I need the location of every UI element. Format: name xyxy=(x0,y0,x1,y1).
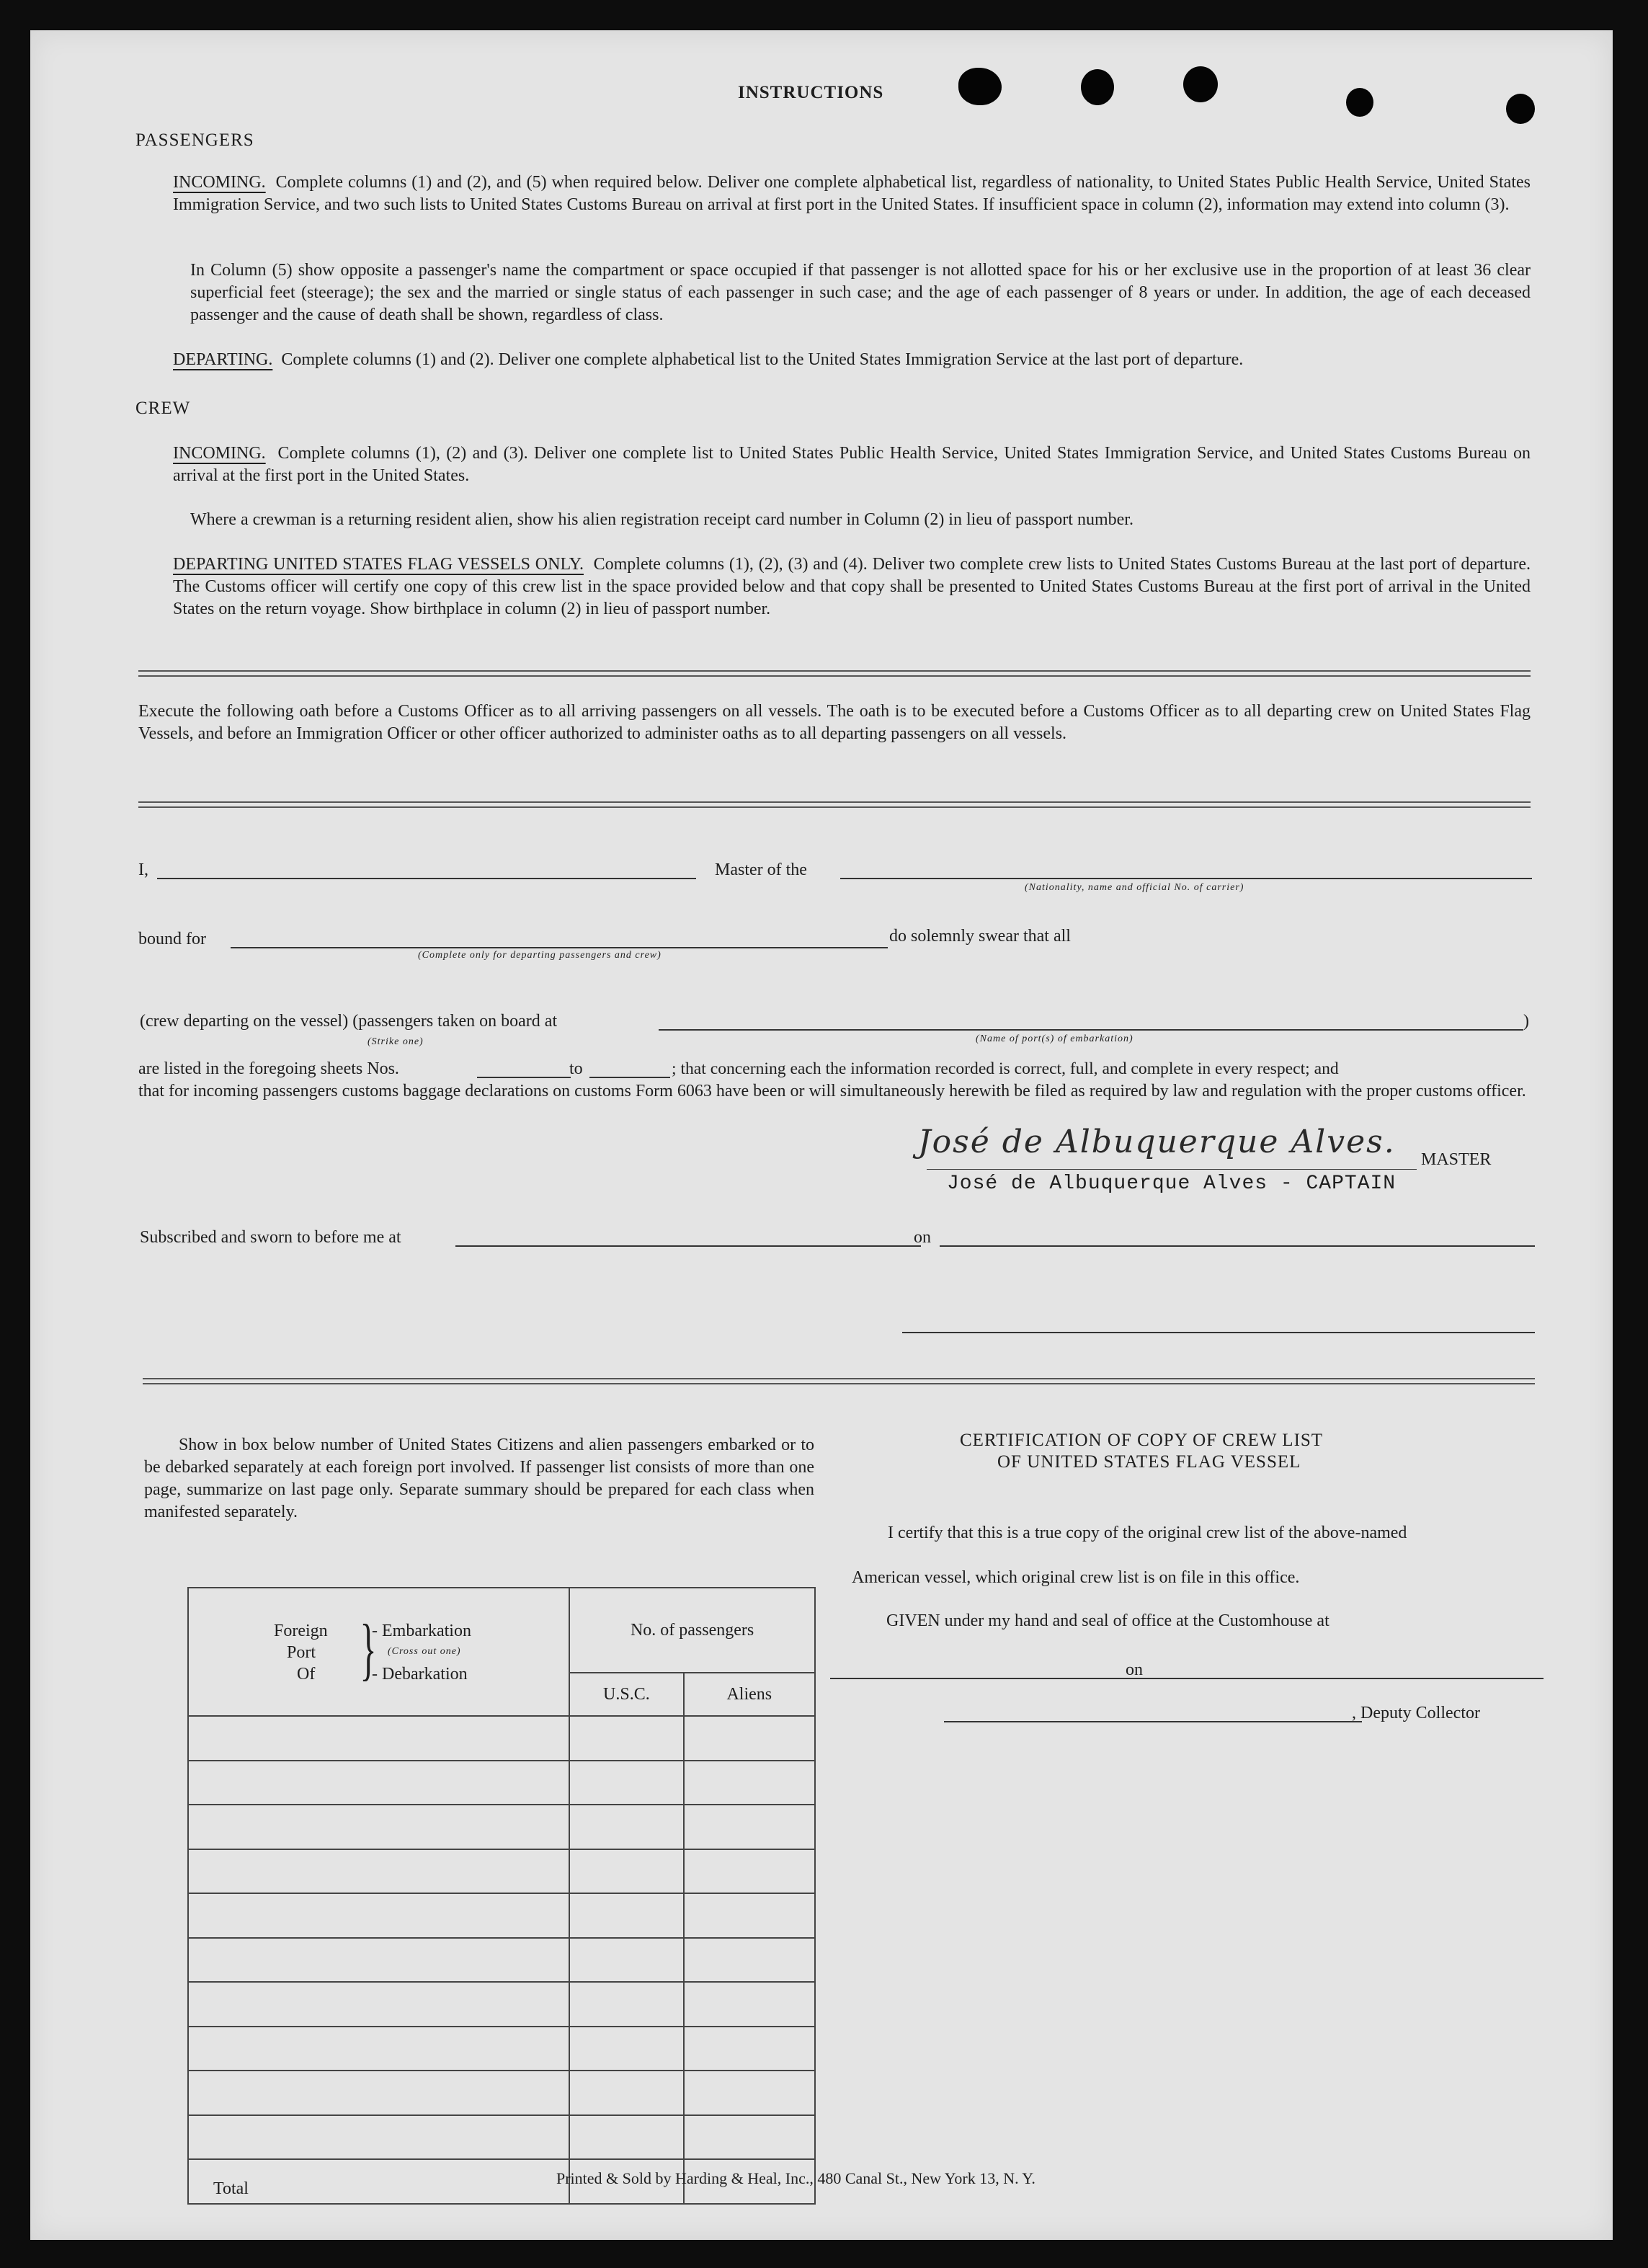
baggage-declaration xyxy=(138,1080,1531,1103)
certification-line-1: I certify that this is a true copy of the original crew list of the above-named xyxy=(888,1524,1407,1542)
embarkation-ports-field[interactable] xyxy=(659,1029,1523,1031)
crew-crewman xyxy=(190,509,1531,531)
crew-departing-text: Complete columns (1), (2), (3) and (4). Deliver two complete crew lists to United States Customs Bureau at the last port of departure. The Customs officer will certify one copy of this crew list in the space provided below and that copy shall be presented to United States Customs Bureau at the first port of arrival in the United States on the return voyage. Show birthplace in column (2) in lieu of passport number. xyxy=(173,555,1531,618)
crew-incoming-label: INCOMING. xyxy=(173,444,266,463)
listed-label: are listed in the foregoing sheets Nos. xyxy=(138,1059,399,1078)
usc-cell[interactable] xyxy=(569,2027,683,2071)
master-of-label: Master of the xyxy=(715,860,807,879)
sheets-to-field[interactable] xyxy=(589,1077,670,1078)
usc-cell[interactable] xyxy=(569,1761,683,1805)
punch-hole-5 xyxy=(1506,94,1535,124)
crew-passengers-label: (crew departing on the vessel) (passengers taken on board at xyxy=(140,1012,558,1031)
of-label: Of xyxy=(297,1665,316,1684)
passenger-summary-table xyxy=(187,1587,816,2205)
embarkation-option[interactable]: - Embarkation xyxy=(372,1622,471,1640)
oath-intro-text: Execute the following oath before a Customs Officer as to all arriving passengers on all vessels. The oath is to be executed before a Customs Officer as to all departing crew on United States Flag Vessels, and before an Immigration Officer or other officer authorized to administer oaths as to all departing passengers on all vessels. xyxy=(138,702,1531,743)
usc-cell[interactable] xyxy=(569,2071,683,2115)
aliens-cell[interactable] xyxy=(684,1716,815,1761)
section-divider-3 xyxy=(143,1378,1535,1384)
bound-for-label: bound for xyxy=(138,930,206,948)
signature-line xyxy=(927,1169,1417,1170)
port-cell[interactable] xyxy=(188,1805,569,1849)
officer-signature-field[interactable] xyxy=(902,1332,1535,1333)
to-label: to xyxy=(569,1059,583,1078)
sworn-place-field[interactable] xyxy=(455,1245,921,1247)
port-cell[interactable] xyxy=(188,2071,569,2115)
carrier-hint: (Nationality, name and official No. of carrier) xyxy=(1025,882,1244,893)
master-signature: José de Albuquerque Alves. xyxy=(918,1124,1396,1160)
summary-instructions xyxy=(144,1434,814,1524)
passengers-departing-text: Complete columns (1) and (2). Deliver one complete alphabetical list to the United States Immigration Service at the last port of departure. xyxy=(281,350,1244,369)
port-cell[interactable] xyxy=(188,2027,569,2071)
aliens-cell[interactable] xyxy=(684,1849,815,1894)
port-cell[interactable] xyxy=(188,1982,569,2027)
aliens-cell[interactable] xyxy=(684,1805,815,1849)
summary-row xyxy=(188,1849,815,1894)
foreign-label: Foreign xyxy=(274,1622,328,1640)
port-cell[interactable] xyxy=(188,1938,569,1983)
section-divider-1 xyxy=(138,670,1531,677)
page-title: INSTRUCTIONS xyxy=(738,83,884,102)
passengers-heading: PASSENGERS xyxy=(135,130,254,150)
customhouse-field[interactable] xyxy=(830,1678,1152,1679)
sworn-on-label: on xyxy=(914,1228,931,1247)
summary-row xyxy=(188,2071,815,2115)
port-cell[interactable] xyxy=(188,1893,569,1938)
usc-cell[interactable] xyxy=(569,1982,683,2027)
aliens-cell[interactable] xyxy=(684,2071,815,2115)
carrier-field[interactable] xyxy=(840,878,1532,879)
deputy-collector-label: , Deputy Collector xyxy=(1352,1704,1480,1722)
aliens-cell[interactable] xyxy=(684,2027,815,2071)
usc-cell[interactable] xyxy=(569,1893,683,1938)
summary-row xyxy=(188,1938,815,1983)
cross-out-hint: (Cross out one) xyxy=(388,1646,461,1657)
bound-for-field[interactable] xyxy=(231,947,888,948)
certification-title-2: OF UNITED STATES FLAG VESSEL xyxy=(997,1452,1301,1472)
bound-hint: (Complete only for departing passengers and crew) xyxy=(418,950,662,961)
usc-cell[interactable] xyxy=(569,1938,683,1983)
port-cell[interactable] xyxy=(188,1761,569,1805)
punch-hole-2 xyxy=(1081,69,1114,105)
typed-name: José de Albuquerque Alves - CAPTAIN xyxy=(947,1173,1397,1195)
crew-crewman-text: Where a crewman is a returning resident alien, show his alien registration receipt card number in Column (2) in lieu of passport number. xyxy=(190,510,1133,529)
passengers-column5 xyxy=(190,259,1531,326)
summary-row xyxy=(188,1893,815,1938)
form-sheet xyxy=(30,30,1613,2240)
aliens-cell[interactable] xyxy=(684,2115,815,2160)
ports-hint: (Name of port(s) of embarkation) xyxy=(976,1033,1133,1044)
aliens-cell[interactable] xyxy=(684,1761,815,1805)
usc-cell[interactable] xyxy=(569,1805,683,1849)
baggage-text: that for incoming passengers customs baggage declarations on customs Form 6063 have been or will simultaneously herewith be filed as required by law and regulation with the proper customs officer. xyxy=(138,1082,1526,1100)
summary-row xyxy=(188,1716,815,1761)
certification-line-3: GIVEN under my hand and seal of office at the Customhouse at xyxy=(886,1611,1329,1630)
oath-intro xyxy=(138,701,1531,745)
punch-hole-4 xyxy=(1346,88,1373,117)
total-label: Total xyxy=(213,2179,249,2198)
passengers-incoming-label: INCOMING. xyxy=(173,173,266,192)
summary-row xyxy=(188,2027,815,2071)
crew-incoming-text: Complete columns (1), (2) and (3). Deliver one complete list to United States Public Health Service, United States Immigration Service, and United States Customs Bureau on arrival at the first port in the United States. xyxy=(173,444,1531,485)
passengers-column5-text: In Column (5) show opposite a passenger's name the compartment or space occupied if that passenger is not allotted space for his or her exclusive use in the proportion of at least 36 clear superficial feet (steerage); the sex and the married or single status of each passenger in such case; and the age of each passenger of 8 years or under. In addition, the age of each deceased passenger and the cause of death shall be shown, regardless of class. xyxy=(190,261,1531,324)
no-passengers-label: No. of passengers xyxy=(630,1620,754,1640)
aliens-header xyxy=(684,1673,815,1716)
debarkation-option[interactable]: - Debarkation xyxy=(372,1665,468,1684)
certification-line-2: American vessel, which original crew list is on file in this office. xyxy=(852,1568,1300,1587)
aliens-cell[interactable] xyxy=(684,1938,815,1983)
punch-hole-3 xyxy=(1183,66,1218,102)
printer-footer: Printed & Sold by Harding & Heal, Inc., 480 Canal St., New York 13, N. Y. xyxy=(556,2169,1035,2187)
section-divider-2 xyxy=(138,801,1531,808)
brace-glyph: } xyxy=(360,1610,377,1687)
usc-cell[interactable] xyxy=(569,2115,683,2160)
port-cell[interactable] xyxy=(188,1849,569,1894)
usc-header xyxy=(569,1673,683,1716)
summary-row xyxy=(188,1761,815,1805)
summary-instructions-text: Show in box below number of United States Citizens and alien passengers embarked or to be debarked separately at each foreign port involved. If passenger list consists of more than one page, summarize on last page only. Separate summary should be prepared for each class when manifested separately. xyxy=(144,1436,814,1521)
crew-heading: CREW xyxy=(135,399,191,418)
crew-incoming xyxy=(173,443,1531,487)
certification-date-field[interactable] xyxy=(1152,1678,1544,1679)
usc-label: U.S.C. xyxy=(603,1684,650,1704)
summary-row xyxy=(188,1805,815,1849)
listed-rest: ; that concerning each the information recorded is correct, full, and complete in every respect; and xyxy=(672,1059,1339,1078)
certification-on-label: on xyxy=(1126,1660,1143,1679)
usc-cell[interactable] xyxy=(569,1849,683,1894)
oath-i-label: I, xyxy=(138,860,148,879)
swear-label: do solemnly swear that all xyxy=(889,927,1071,946)
port-cell[interactable] xyxy=(188,2115,569,2160)
passengers-incoming xyxy=(173,172,1531,216)
port-cell[interactable] xyxy=(188,1716,569,1761)
port-label: Port xyxy=(287,1643,316,1662)
summary-row xyxy=(188,1982,815,2027)
summary-row xyxy=(188,2115,815,2160)
sworn-date-field[interactable] xyxy=(940,1245,1535,1247)
close-paren: ) xyxy=(1523,1012,1529,1031)
strike-hint: (Strike one) xyxy=(368,1036,424,1047)
aliens-label: Aliens xyxy=(726,1684,772,1704)
aliens-cell[interactable] xyxy=(684,1982,815,2027)
no-passengers-header xyxy=(569,1588,815,1673)
passengers-incoming-text: Complete columns (1) and (2), and (5) when required below. Deliver one complete alphabetical list, regardless of nationality, to United States Public Health Service, United States Immigration Service, and two such lists to United States Customs Bureau on arrival at first port in the United States. If insufficient space in column (2), information may extend into column (3). xyxy=(173,173,1531,214)
crew-departing xyxy=(173,553,1531,621)
aliens-cell[interactable] xyxy=(684,1893,815,1938)
usc-cell[interactable] xyxy=(569,1716,683,1761)
deputy-signature-field[interactable] xyxy=(944,1721,1362,1722)
total-label-cell xyxy=(188,2159,569,2204)
master-label: MASTER xyxy=(1421,1150,1492,1169)
subscribed-label: Subscribed and sworn to before me at xyxy=(140,1228,401,1247)
crew-departing-label: DEPARTING UNITED STATES FLAG VESSELS ONLY. xyxy=(173,555,584,574)
passengers-departing xyxy=(173,349,1535,371)
sheets-from-field[interactable] xyxy=(477,1077,571,1078)
foreign-port-header xyxy=(188,1588,569,1716)
master-name-field[interactable] xyxy=(157,878,696,879)
certification-title-1: CERTIFICATION OF COPY OF CREW LIST xyxy=(960,1431,1324,1450)
punch-hole-1 xyxy=(958,68,1002,105)
passengers-departing-label: DEPARTING. xyxy=(173,350,273,369)
